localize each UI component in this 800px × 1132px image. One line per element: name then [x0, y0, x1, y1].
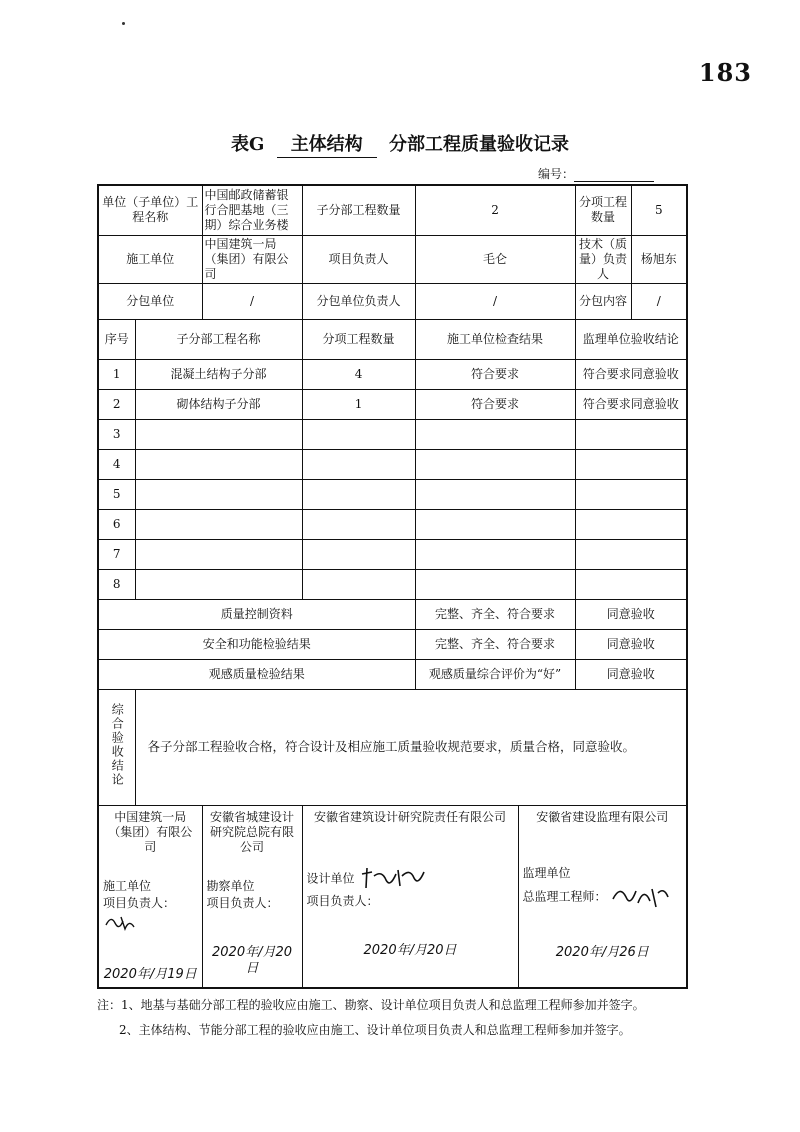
col-header-accept: 监理单位验收结论	[575, 319, 687, 359]
row-name: 混凝土结构子分部	[135, 359, 302, 389]
unit-name-label: 单位（子单位）工程名称	[98, 185, 202, 235]
row-check	[415, 479, 575, 509]
sign-date: 2020年/月19日	[103, 966, 197, 982]
sign-person-label: 总监理工程师：	[522, 889, 607, 903]
sign-unit-name: 安徽省建筑设计研究院责任有限公司	[314, 809, 507, 824]
title-suffix: 分部工程质量验收记录	[388, 134, 569, 155]
sign-role: 施工单位	[103, 878, 152, 893]
signature-row	[98, 805, 687, 988]
acceptance-form	[97, 184, 688, 989]
tech-value: 杨旭东	[631, 235, 687, 283]
doc-number	[538, 165, 654, 182]
row-count	[302, 449, 415, 479]
table-row	[98, 449, 687, 479]
doc-number-blank	[574, 169, 654, 182]
conclusion-label: 综合验收结论	[110, 703, 125, 787]
row-check	[415, 539, 575, 569]
summary-accept: 同意验收	[575, 599, 687, 629]
col-header-no: 序号	[98, 319, 135, 359]
row-name	[135, 479, 302, 509]
col-header-name: 子分部工程名称	[135, 319, 302, 359]
row-accept	[575, 419, 687, 449]
row-check: 符合要求	[415, 359, 575, 389]
sign-person-label: 项目负责人：	[306, 893, 379, 908]
tech-label: 技术（质量）负责人	[575, 235, 631, 283]
item-count-value: 5	[631, 185, 687, 235]
row-name	[135, 569, 302, 599]
row-accept	[575, 569, 687, 599]
row-count	[302, 539, 415, 569]
subcontractor-value: /	[202, 283, 302, 319]
signature-block-supervision	[518, 805, 687, 988]
row-no: 2	[98, 389, 135, 419]
pm-value: 毛仑	[415, 235, 575, 283]
handwritten-signature	[610, 883, 670, 911]
sign-role: 监理单位	[522, 865, 571, 880]
summary-check: 观感质量综合评价为“好”	[415, 659, 575, 689]
summary-row	[98, 599, 687, 629]
title-prefix: 表G	[231, 134, 265, 155]
row-count	[302, 509, 415, 539]
sign-person	[307, 894, 514, 909]
table-row	[98, 539, 687, 569]
row-no: 4	[98, 449, 135, 479]
col-header-check: 施工单位检查结果	[415, 319, 575, 359]
constructor-label: 施工单位	[98, 235, 202, 283]
unit-name-value: 中国邮政储蓄银行合肥基地（三期）综合业务楼	[202, 185, 302, 235]
page-number: 183	[698, 58, 752, 87]
summary-row	[98, 629, 687, 659]
row-accept: 符合要求同意验收	[575, 389, 687, 419]
scan-speck	[122, 22, 125, 25]
doc-number-label: 编号：	[538, 167, 575, 181]
row-check: 符合要求	[415, 389, 575, 419]
row-no: 8	[98, 569, 135, 599]
row-name	[135, 509, 302, 539]
footnote-1: 注：1、地基与基础分部工程的验收应由施工、勘察、设计单位项目负责人和总监理工程师参加并签字。	[97, 998, 645, 1012]
row-no: 3	[98, 419, 135, 449]
table-row	[98, 389, 687, 419]
row-count	[302, 479, 415, 509]
row-no: 1	[98, 359, 135, 389]
summary-row	[98, 659, 687, 689]
table-row	[98, 509, 687, 539]
handwritten-signature	[103, 911, 137, 933]
summary-label: 观感质量检验结果	[98, 659, 415, 689]
table-row	[98, 419, 687, 449]
sign-date: 2020年/月26日	[555, 944, 649, 960]
sign-role-label: 设计单位	[306, 871, 355, 885]
sign-date: 2020年/月20日	[363, 942, 457, 958]
signature-block-survey	[202, 805, 302, 988]
footnotes	[97, 993, 697, 1043]
footnote-2: 2、主体结构、节能分部工程的验收应由施工、设计单位项目负责人和总监理工程师参加并签字。	[119, 1023, 631, 1038]
sign-unit-name: 安徽省城建设计研究院总院有限公司	[210, 809, 295, 854]
row-count	[302, 569, 415, 599]
handwritten-signature	[358, 866, 428, 892]
sign-person	[103, 896, 198, 933]
row-count: 1	[302, 389, 415, 419]
row-accept	[575, 479, 687, 509]
summary-check: 完整、齐全、符合要求	[415, 599, 575, 629]
summary-accept: 同意验收	[575, 659, 687, 689]
row-accept: 符合要求同意验收	[575, 359, 687, 389]
row-name	[135, 419, 302, 449]
signature-block-constructor	[98, 805, 202, 988]
summary-accept: 同意验收	[575, 629, 687, 659]
row-accept	[575, 539, 687, 569]
form-title	[0, 130, 800, 158]
sign-person	[523, 883, 683, 911]
row-check	[415, 509, 575, 539]
sub-pm-value: /	[415, 283, 575, 319]
sub-content-value: /	[631, 283, 687, 319]
constructor-value: 中国建筑一局（集团）有限公司	[202, 235, 302, 283]
sign-role: 勘察单位	[206, 878, 255, 893]
sign-person-label: 项目负责人：	[206, 895, 279, 910]
row-no: 5	[98, 479, 135, 509]
table-row	[98, 359, 687, 389]
sign-person	[207, 896, 298, 911]
row-name: 砌体结构子分部	[135, 389, 302, 419]
table-row	[98, 479, 687, 509]
sign-unit-name: 安徽省建设监理有限公司	[536, 809, 669, 824]
sub-count-label: 子分部工程数量	[302, 185, 415, 235]
subcontractor-label: 分包单位	[98, 283, 202, 319]
row-count	[302, 419, 415, 449]
sign-date: 2020年/月20日	[212, 944, 293, 976]
summary-label: 质量控制资料	[98, 599, 415, 629]
row-check	[415, 449, 575, 479]
row-name	[135, 449, 302, 479]
sign-person-label: 项目负责人：	[103, 895, 176, 910]
table-row	[98, 569, 687, 599]
sub-count-value: 2	[415, 185, 575, 235]
sign-role	[307, 866, 514, 892]
item-count-label: 分项工程数量	[575, 185, 631, 235]
row-check	[415, 569, 575, 599]
row-count: 4	[302, 359, 415, 389]
pm-label: 项目负责人	[302, 235, 415, 283]
title-underlined-field: 主体结构	[277, 130, 377, 158]
col-header-count: 分项工程数量	[302, 319, 415, 359]
conclusion-text: 各子分部工程验收合格，符合设计及相应施工质量验收规范要求，质量合格，同意验收。	[135, 689, 687, 805]
sign-unit-name: 中国建筑一局（集团）有限公司	[108, 809, 193, 854]
row-accept	[575, 509, 687, 539]
summary-label: 安全和功能检验结果	[98, 629, 415, 659]
row-check	[415, 419, 575, 449]
row-no: 7	[98, 539, 135, 569]
sub-content-label: 分包内容	[575, 283, 631, 319]
signature-block-design	[302, 805, 518, 988]
row-name	[135, 539, 302, 569]
summary-check: 完整、齐全、符合要求	[415, 629, 575, 659]
row-no: 6	[98, 509, 135, 539]
sub-pm-label: 分包单位负责人	[302, 283, 415, 319]
row-accept	[575, 449, 687, 479]
